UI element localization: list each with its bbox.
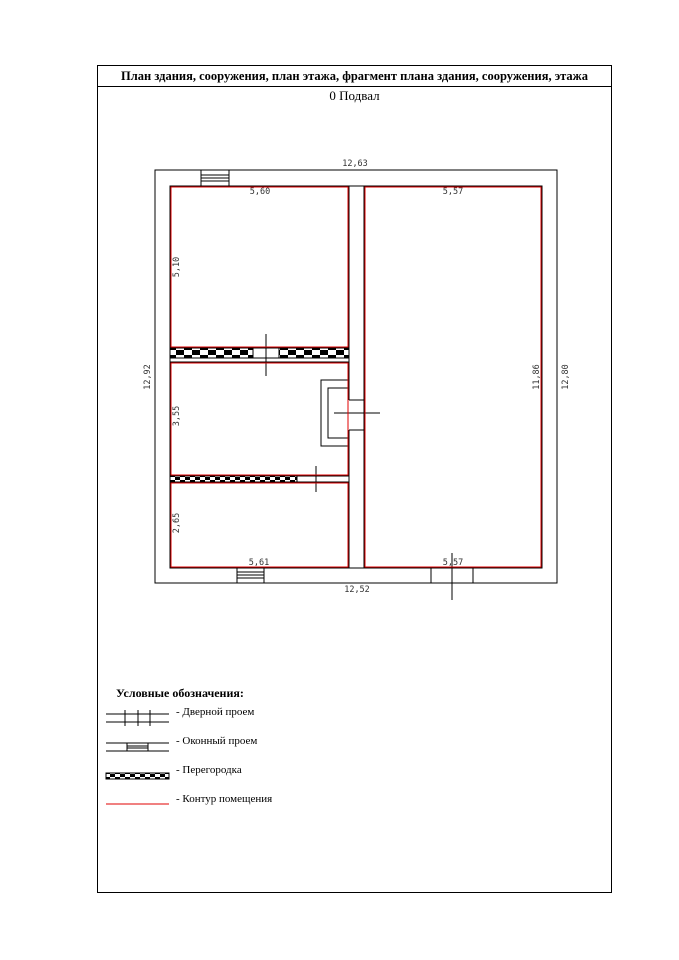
dim-right-outer: 12,80: [561, 364, 571, 390]
legend-title: Условные обозначения:: [116, 686, 244, 700]
interior-wall: [349, 186, 364, 568]
dim-room-top-left: 5,60: [249, 187, 271, 197]
floor-name: 0 Подвал: [329, 88, 380, 103]
dim-room-bottom-left: 5,61: [248, 558, 270, 568]
partition-lower: [170, 466, 349, 492]
dim-left-mid: 3,55: [172, 405, 182, 427]
walls: [155, 170, 557, 583]
legend-symbol-door: [106, 710, 169, 726]
legend-label-partition: - Перегородка: [176, 764, 242, 776]
dim-left-outer: 12,92: [143, 364, 153, 390]
dim-left-bottom: 2,65: [172, 512, 182, 534]
room-contour-3: [171, 483, 348, 567]
dim-room-top-right: 5,57: [442, 187, 464, 197]
page-title: План здания, сооружения, план этажа, фрагмент плана здания, сооружения, этажа: [98, 66, 611, 87]
room-contour-4: [365, 187, 541, 567]
room-contour-1: [171, 187, 348, 347]
dim-right-inner: 11,86: [532, 364, 542, 390]
partition-upper: [170, 334, 349, 376]
top-window: [201, 170, 229, 186]
legend-symbol-window: [106, 743, 169, 751]
dim-left-top: 5,10: [172, 256, 182, 278]
dim-bottom-outer: 12,52: [344, 585, 370, 595]
bottom-window: [237, 568, 264, 583]
legend-label-window: - Оконный проем: [176, 735, 258, 747]
dim-top-outer: 12,63: [342, 159, 368, 169]
legend-symbol-partition: [106, 773, 169, 779]
dim-room-bottom-right: 5,57: [442, 558, 464, 568]
legend-label-room-contour: - Контур помещения: [176, 793, 273, 805]
legend-label-door: - Дверной проем: [176, 706, 255, 718]
